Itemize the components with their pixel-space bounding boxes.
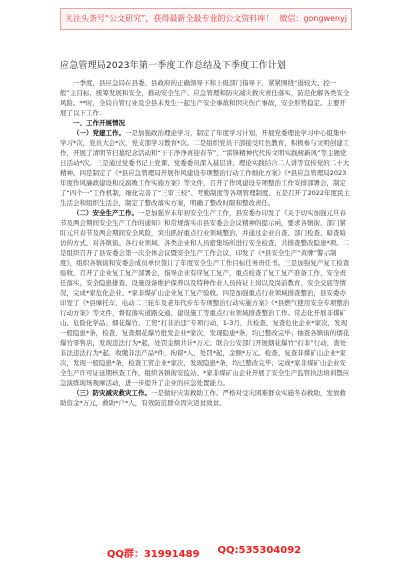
paragraph-disaster-relief [60, 388, 350, 408]
contact-footer [0, 545, 408, 560]
party-building-text: 一是加强政治理论学习，制定了年度学习计划，开展党委理论学习中心组集中学习*次，党员大会*次，党支部学习教育*次。二是组织党员干部接受红色教育，积极参与文明创建工作，开展了清明节扫墓纪念活动和“干干净净喜迎春节”、“雷锋精神代代传文明实践树新风”等主题党日活动*次。三是通过党委书记上党课、党委委员深入基层讲、理论实践结合二人讲等宣传党的二十大精神。四是制定了《*县应急管理局开展作风建设专项整治行动工作细化方案》《*县应急管理局2023年度作风廉政建设和反腐败工作实施方案》等文件，召开了作风建设专项整治工作安排部署会，制定了“四个一”工作机制，细化完善了“三审三校”、考勤制度等各项管理制度。五是召开了2022年度民主生活会和组织生活会，制定了整改落实方案，明确了整改时限和整改责任。 [60, 129, 351, 207]
subsection-heading-disaster: （三）防灾减灾救灾工作。 [73, 389, 151, 397]
paragraph-party-building [60, 128, 350, 208]
banner-text: 关注头条号“公文研究”，获得最新全最专业的公文资料库！ [65, 14, 274, 23]
qq-contact-text: QQ:535304092 [217, 545, 302, 556]
intro-paragraph: 一季度，县应急局在县委、县政府的正确领导下和上级部门指导下，紧紧围绕“遏较大、控一般”主目标，统筹发展和安全，推动安全生产、应急管理和防灾减灾救灾责任落实，防范化解各类安全风险。**时，全局自管行业及全县未发生一起生产安全事故和因灾伤亡事故，安全形势稳定。主要开展了以下工作： [60, 79, 350, 117]
subsection-heading-safety: （二）安全生产工作。 [73, 209, 138, 217]
disaster-relief-text: 一是做好灾害救助工作。严格对受灾困难群众实施冬春救助，发放救助资金*万元，救助*户*人，有效防范群众因灾返贫致贫。 [60, 389, 346, 407]
document-title: 应急管理局2023年第一季度工作总结及下季度工作计划 [60, 61, 287, 71]
qq-group-text: QQ群：31991489 [106, 549, 200, 560]
document-body [60, 78, 350, 408]
banner-wechat: 微信：gongwenyj [279, 14, 347, 23]
safety-production-text: 一是加强岁末年初安全生产工作，县安委办印发了《关于切实加强元旦春节及两会期间安全生产工作的通知》和常规落实市县安委会会议精神的提示函，要求各镇街、部门紧盯元旦春节及两会期间安全风险，突出抓好重点行业领域整治，并通过企业自查、部门检查、暗查暗访的方式，对各镇街、各行业领域、各类企业和人员密集场所进行安全检查，共排查整改隐患*项。二是组织召开了县安委会第一次全体会议暨安全生产工作会议，印发了《*县安全生产“黄牌”警示制度》，组织各镇街和安委会成员单位签订了年度安全生产工作目标任务责任书。三是加强复产复工检查验收，召开了企业复工复产部署会，指导企业有序复工复产，重点检查了复工复产准备工作、安全责任落实、安全隐患排查、设施设备维护保养以及特种作业人员持证上岗以及岗前教育、安全交底等情况，完成*家危化企业、*家非煤矿山企业复工复产验收。四是加强重点行业领域排查整治，县安委办印发了《*县摩托车、电动二三轮车及老年代步车专项整治行动实施方案》《*县燃气使用安全专项整治行动方案》等文件，督促落实道路交通、建设施工等重点行业领域排查整治工作。常态化开展非煤矿山、危险化学品、烟花爆竹、工贸“打非治违”专项行动，1-3月，共检查、复查危化企业*家次，发现一般隐患*条，检查、复查烟花爆竹批发企业*家次，发现隐患*条，均已整改完毕；抽查各镇街的烟花爆竹零售店，发现违法行为*起，处罚金额共计*万元；联合公安部门开展烟花爆竹“打非”行动，查处非法违法行为*起，收缴非法产品*件，拘留*人，处罚*起，金额*万元。检查、复查非煤矿山企业*家次，发现一般隐患*条，检查工贸企业*家次，发现隐患*条，均已整改完毕；完成*家非煤矿山企业安全生产许可证延期核查工作，组织各镇街安监站、*家非煤矿山企业开展了安全生产监管执法培训暨应急演练现场观摩活动，进一步提升了企业的应急处置能力。 [60, 209, 350, 387]
section-heading-1: 一、工作开展情况 [73, 119, 125, 127]
subsection-heading-party: （一）党建工作。 [73, 129, 125, 137]
paragraph-safety-production [60, 208, 350, 388]
promo-banner[interactable] [60, 8, 352, 30]
